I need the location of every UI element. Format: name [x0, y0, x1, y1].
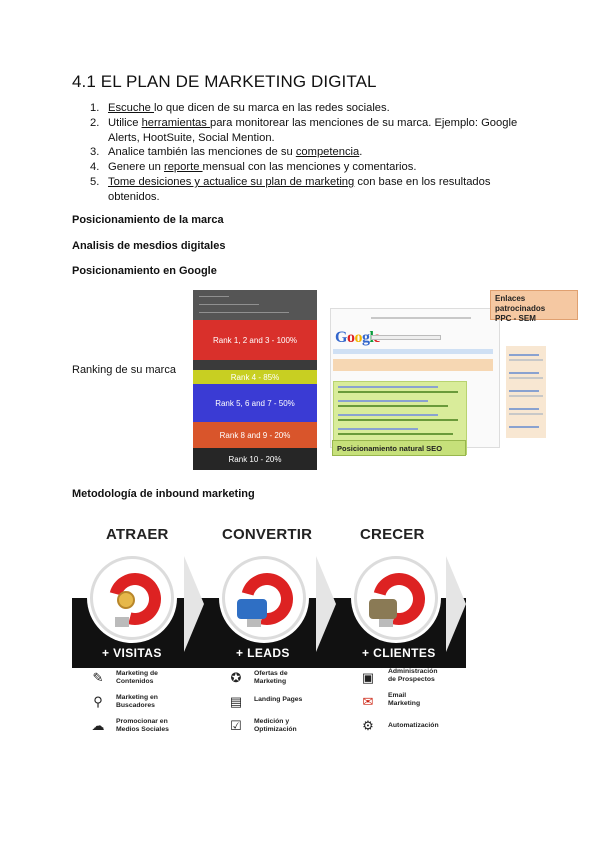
rank-band-1: Rank 1, 2 and 3 - 100%	[193, 320, 317, 360]
rank-band-4: Rank 8 and 9 - 20%	[193, 422, 317, 448]
magnet-coins-icon	[90, 556, 174, 640]
offer-icon: ✪	[230, 670, 242, 685]
magnet-people-icon	[222, 556, 306, 640]
chat-icon: ☁	[91, 718, 105, 733]
item-measurement: Medición y Optimización	[254, 718, 297, 733]
sponsored-links-callout: Enlaces patrocinados PPC - SEM	[490, 290, 578, 320]
item-automation: Automatización	[388, 722, 439, 729]
stage-head-grow: CRECER	[360, 526, 425, 543]
rank-band-5: Rank 10 - 20%	[193, 448, 317, 470]
stage-sub-clients: + CLIENTES	[362, 646, 436, 660]
item-search-marketing: Marketing en Buscadores	[116, 694, 158, 709]
list-item: 4. Genere un reporte mensual con las menciones y comentarios.	[90, 161, 417, 174]
underlined-term: Escuche	[108, 102, 155, 114]
magnet-money-icon	[354, 556, 438, 640]
item-landing-pages: Landing Pages	[254, 696, 303, 703]
item-social-media: Promocionar en Medios Sociales	[116, 718, 169, 733]
underlined-term: Tome desiciones y actualice su plan de marketing	[108, 175, 355, 188]
list-item: 5. Tome desiciones y actualice su plan de marketing con base en los resultados obtenidos.	[90, 175, 491, 203]
arrow-icon	[446, 556, 466, 652]
item-prospect-management: Administración de Prospectos	[388, 668, 438, 683]
underlined-term: competencia	[295, 146, 360, 159]
stage-head-convert: CONVERTIR	[222, 526, 313, 543]
ranking-label: Ranking de su marca	[72, 364, 176, 376]
seo-callout: Posicionamiento natural SEO	[332, 440, 466, 456]
serp-header-strip	[193, 290, 317, 320]
page-title: 4.1 EL PLAN DE MARKETING DIGITAL	[72, 72, 377, 91]
heading-inbound-method: Metodología de inbound marketing	[72, 488, 255, 500]
google-logo: Goog	[335, 329, 370, 346]
magnifier-icon: ⚲	[93, 694, 103, 709]
clipboard-icon: ☑	[230, 718, 242, 733]
arrow-icon	[184, 556, 204, 652]
underlined-term: herramientas	[141, 116, 210, 129]
list-item: 2. Utilice herramientas para monitorear las menciones de su marca. Ejemplo: Google Alerts, HootSuite, Social Mention.	[90, 116, 518, 144]
rank-band-3: Rank 5, 6 and 7 - 50%	[193, 384, 317, 422]
marketing-steps-list	[90, 101, 530, 205]
item-marketing-offers: Ofertas de Marketing	[254, 670, 288, 685]
list-item: 1. Escuche lo que dicen de su marca en las redes sociales.	[90, 102, 390, 114]
list-item: 3. Analice también las menciones de su competencia.	[90, 146, 363, 159]
serp-page	[330, 308, 500, 448]
stage-sub-leads: + LEADS	[236, 646, 290, 660]
google-serp-image	[330, 290, 548, 470]
sponsored-top-area	[333, 359, 493, 371]
sponsored-side-area	[506, 346, 546, 438]
ranking-image	[193, 290, 317, 470]
stage-head-attract: ATRAER	[106, 526, 169, 543]
contact-card-icon: ▣	[361, 670, 375, 685]
heading-brand-positioning: Posicionamiento de la marca	[72, 214, 224, 226]
stage-sub-visits: + VISITAS	[102, 646, 162, 660]
email-icon: ✉	[362, 694, 374, 709]
item-email-marketing: Email Marketing	[388, 692, 421, 707]
underlined-term: reporte	[163, 161, 203, 174]
arrow-icon	[316, 556, 336, 652]
heading-google-positioning: Posicionamiento en Google	[72, 265, 217, 277]
item-content-marketing: Marketing de Contenidos	[116, 670, 158, 685]
pen-icon: ✎	[92, 670, 104, 685]
rank-band-2: Rank 4 - 85%	[193, 370, 317, 384]
inbound-marketing-image	[72, 512, 466, 744]
landing-icon: ▤	[229, 694, 243, 709]
gear-icon: ⚙	[362, 718, 374, 733]
heading-media-analysis: Analisis de mesdios digitales	[72, 240, 226, 252]
